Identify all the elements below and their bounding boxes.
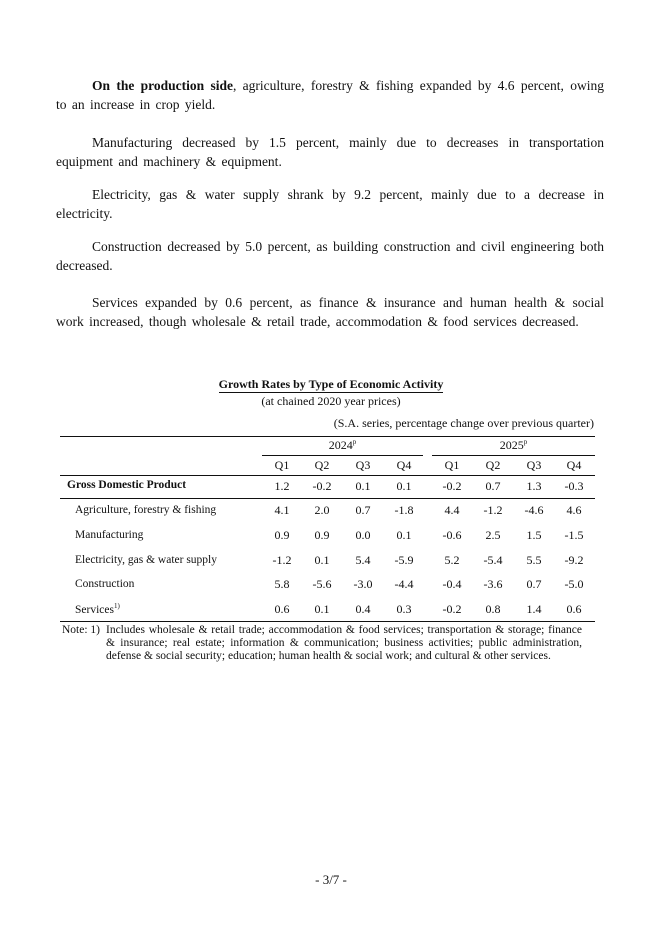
table-cell: 5.4 [355,553,371,567]
quarter-header: Q2 [485,458,501,472]
table-cell: 0.1 [396,479,412,493]
table-cell: -0.6 [442,528,462,542]
table-unit: (S.A. series, percentage change over previous quarter) [333,416,594,430]
paragraph-manufacturing [56,133,604,171]
year-2024-rule [262,455,423,456]
table-title: Growth Rates by Type of Economic Activity [218,377,444,391]
paragraph-text: Electricity, gas & water supply shrank by 9.2 percent, mainly due to a decrease in electricity. [56,187,604,221]
table-cell: 0.1 [355,479,371,493]
table-cell: 4.6 [566,503,582,517]
paragraph-services [56,293,604,331]
table-top-rule [60,436,595,437]
table-cell: 0.7 [485,479,501,493]
table-cell: -4.6 [524,503,544,517]
row-label-agriculture: Agriculture, forestry & fishing [75,504,217,516]
paragraph-text: , agriculture, forestry & fishing expanded by 4.6 percent, owing to an increase in crop yield. [56,78,604,112]
table-cell: 0.6 [274,602,290,616]
table-cell: 0.6 [566,602,582,616]
gdp-bottom-rule [60,498,595,499]
table-cell: 0.3 [396,602,412,616]
quarter-header: Q4 [566,458,582,472]
table-cell: -0.2 [442,479,462,493]
paragraph-electricity [56,185,604,223]
table-cell: 0.1 [314,553,330,567]
paragraph-construction [56,237,604,275]
table-cell: -3.0 [353,577,373,591]
row-label-gdp: Gross Domestic Product [67,479,187,491]
quarter-header: Q3 [526,458,542,472]
table-cell: 0.8 [485,602,501,616]
table-cell: 0.4 [355,602,371,616]
page-number: - 3/7 - [315,872,347,887]
table-cell: 0.7 [526,577,542,591]
paragraph-text: Manufacturing decreased by 1.5 percent, mainly due to decreases in transportation equipment and machinery & equipment. [56,135,604,169]
table-cell: 1.3 [526,479,542,493]
quarter-header: Q1 [444,458,460,472]
table-cell: 1.2 [274,479,290,493]
table-cell: 0.7 [355,503,371,517]
row-label-electricity: Electricity, gas & water supply [75,554,218,566]
table-cell: 1.5 [526,528,542,542]
table-cell: 2.5 [485,528,501,542]
quarter-header: Q2 [314,458,330,472]
table-cell: -0.3 [564,479,584,493]
table-subtitle: (at chained 2020 year prices) [261,394,401,408]
paragraph-text: Services expanded by 0.6 percent, as finance & insurance and human health & social work increased, though wholesale & retail trade, accommodation & food services decreased. [56,295,604,329]
row-label-services: Services$^{1)}$ [75,602,120,616]
table-cell: -1.5 [564,528,584,542]
table-bottom-rule [60,621,595,622]
table-cell: -4.4 [394,577,414,591]
table-cell: 0.1 [396,528,412,542]
table-cell: 0.1 [314,602,330,616]
table-cell: -1.2 [272,553,292,567]
quarter-header: Q1 [274,458,290,472]
table-cell: 1.4 [526,602,542,616]
table-cell: -5.0 [564,577,584,591]
table-cell: -5.4 [483,553,503,567]
table-cell: -0.2 [312,479,332,493]
table-cell: -5.6 [312,577,332,591]
row-label-construction: Construction [75,578,135,590]
year-header-2025: 2025$^p$ [499,438,528,452]
table-cell: -1.8 [394,503,414,517]
note-label: Note: 1) [62,624,101,636]
table-cell: 0.9 [314,528,330,542]
paragraph-production [56,76,604,114]
table-cell: -3.6 [483,577,503,591]
table-cell: -1.2 [483,503,503,517]
table-cell: 5.2 [444,553,460,567]
year-2025-rule [432,455,595,456]
table-cell: -9.2 [564,553,584,567]
table-cell: 5.8 [274,577,290,591]
table-cell: 5.5 [526,553,542,567]
table-cell: 4.4 [444,503,460,517]
paragraph-lead-bold: On the production side [92,78,233,93]
year-header-2024: 2024$^p$ [328,438,357,452]
quarter-header: Q4 [396,458,412,472]
table-cell: 2.0 [314,503,330,517]
table-cell: 0.9 [274,528,290,542]
quarter-header: Q3 [355,458,371,472]
table-cell: -0.4 [442,577,462,591]
header-bottom-rule [60,475,595,476]
table-cell: -0.2 [442,602,462,616]
paragraph-text: Construction decreased by 5.0 percent, as building construction and civil engineering both decreased. [56,239,604,273]
note-text: Includes wholesale & retail trade; accommodation & food services; transportation & storage; finance & insurance; real estate; information & communication; business activities; public administration, defense & social security; education; human health & social work; and cultural & other services. [106,624,582,662]
table-cell: -5.9 [394,553,414,567]
table-cell: 4.1 [274,503,290,517]
table-cell: 0.0 [355,528,371,542]
row-label-manufacturing: Manufacturing [75,529,144,541]
